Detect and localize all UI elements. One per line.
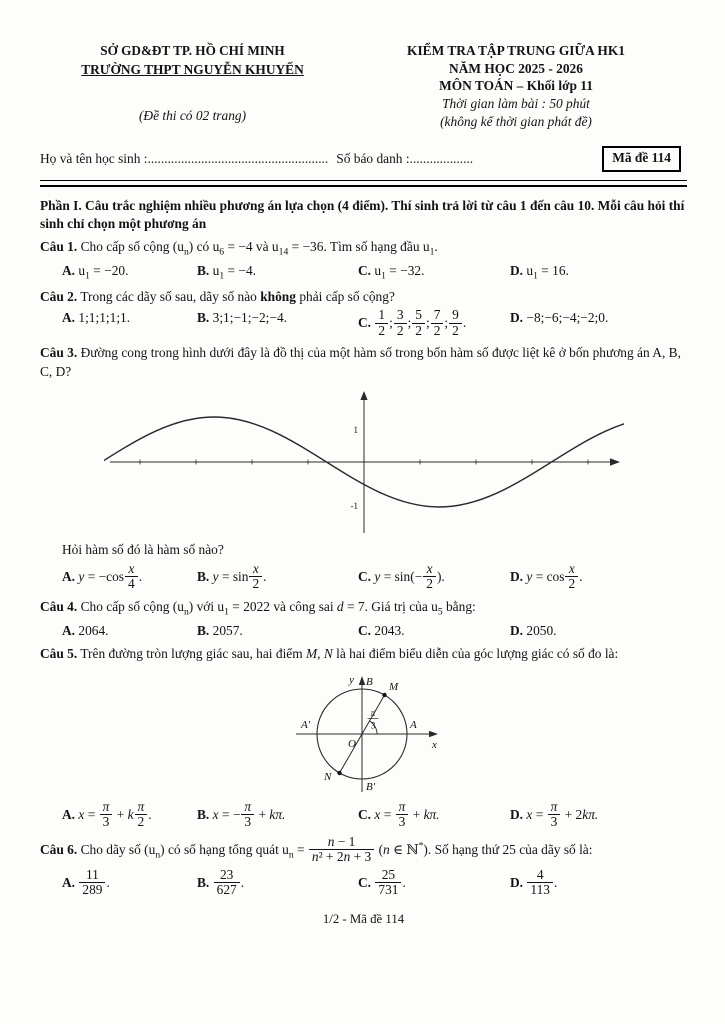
fraction: $\frac{4}{113}$: [527, 868, 553, 898]
text-run: = cos: [532, 568, 565, 584]
question-3-options: [40, 560, 687, 593]
subscript: n: [183, 246, 189, 258]
fraction: $\frac{x}{4}$: [125, 562, 138, 592]
option-letter: D.: [510, 874, 524, 890]
point-m-dot: [382, 693, 386, 697]
student-name-label: Họ và tên học sinh :......................................................: [40, 150, 329, 166]
divider-thin: [40, 180, 687, 181]
text-run: Cho cấp số cộng (u: [80, 598, 184, 614]
subscript: 1: [219, 270, 225, 282]
var-y: y: [212, 568, 219, 584]
text-run: π.: [275, 806, 286, 822]
text-run: = −4 và u: [224, 238, 279, 254]
text-run: ;: [444, 315, 449, 331]
question-3: [40, 344, 687, 381]
fraction: $\frac{1}{2}$: [375, 308, 388, 338]
option-c: [358, 866, 510, 899]
department-name: SỞ GD&ĐT TP. HỒ CHÍ MINH: [100, 43, 285, 58]
option-a: [62, 560, 197, 593]
var-x: x: [526, 806, 533, 822]
text-run: Cho dãy số (u: [80, 841, 156, 857]
subscript: 1: [533, 270, 538, 282]
option-d: [510, 798, 687, 831]
subscript: 1: [381, 270, 386, 282]
text-run: là hai điểm biểu diễn của góc lượng giác có số đo là:: [336, 646, 619, 662]
text-run: .: [553, 874, 558, 890]
option-c: [358, 262, 510, 283]
superscript: *: [418, 840, 424, 852]
var-y: y: [526, 568, 533, 584]
text-run: 2043.: [374, 622, 405, 638]
option-b: [197, 262, 358, 283]
text-run: u: [374, 262, 382, 278]
fraction: $\frac{7}{2}$: [431, 308, 444, 338]
label-a: A: [409, 718, 417, 731]
exam-header: [40, 42, 687, 130]
option-letter: B.: [197, 874, 210, 890]
fraction: $\frac{x}{2}$: [249, 562, 262, 592]
text-run: .: [263, 568, 267, 584]
fraction: $\frac{\pi}{3}$: [100, 800, 113, 830]
option-letter: B.: [197, 806, 210, 822]
label-b-prime: B′: [365, 780, 375, 793]
text-run: (: [375, 841, 384, 857]
fraction: $\frac{11}{289}$: [79, 868, 105, 898]
pages-note: (Đề thi có 02 trang): [138, 107, 247, 123]
option-c: [358, 309, 510, 339]
fraction: $\frac{x}{2}$: [423, 562, 436, 592]
text-run: .: [148, 806, 152, 822]
duration: Thời gian làm bài : 50 phút: [442, 96, 590, 112]
option-a: [62, 622, 197, 641]
option-b: [197, 309, 358, 328]
subscript: 14: [278, 246, 289, 258]
text-run: = −: [218, 806, 241, 822]
q3-graph-figure: [104, 387, 624, 537]
fraction: $\frac{\pi}{3}$: [396, 800, 409, 830]
subscript: 1: [85, 270, 90, 282]
text-run: .: [240, 874, 245, 890]
text-run: +: [113, 806, 128, 822]
option-c: [358, 560, 510, 593]
y-min-label: -1: [350, 501, 358, 512]
y-axis-arrow: [360, 391, 367, 400]
option-c: [358, 622, 510, 641]
option-letter: C.: [358, 568, 372, 584]
text-run: +: [409, 806, 424, 822]
option-letter: C.: [358, 262, 372, 278]
fraction: $\frac{n - 1}{\text{n² + 2n + 3}}$: [309, 835, 374, 865]
text-run: Trong các dãy số sau, dãy số nào: [80, 288, 257, 304]
school-year: NĂM HỌC 2025 - 2026: [449, 60, 583, 76]
option-a: [62, 262, 197, 283]
var-x: x: [374, 806, 381, 822]
text-run: π.: [588, 806, 599, 822]
x-axis-arrow: [610, 459, 620, 467]
fraction: $\frac{\pi}{3}$: [241, 800, 254, 830]
text-run: = 16.: [537, 262, 569, 278]
text-run: +: [255, 806, 270, 822]
text-run: =: [532, 806, 547, 822]
text-run: = −36. Tìm số hạng đầu u: [288, 238, 430, 254]
label-m: M: [388, 680, 398, 693]
option-letter: A.: [62, 310, 76, 326]
var-d: d: [336, 598, 344, 614]
question-6: [40, 833, 687, 866]
question-4-number: Câu 4.: [40, 598, 78, 614]
option-a: [62, 309, 197, 328]
option-b: [197, 560, 358, 593]
question-4-options: [40, 622, 687, 641]
option-letter: C.: [358, 622, 372, 638]
option-letter: B.: [197, 262, 210, 278]
subscript: 5: [437, 606, 443, 618]
text-run: .: [579, 568, 583, 584]
question-6-options: [40, 866, 687, 899]
label-b: B: [365, 675, 373, 688]
question-3-number: Câu 3.: [40, 345, 78, 361]
fraction: $\frac{23}{627}$: [214, 868, 240, 898]
text-run: = 7. Giá trị của u: [343, 598, 438, 614]
q5-circle-figure: [274, 670, 454, 798]
question-2-options: [40, 309, 687, 339]
text-run: u: [212, 262, 220, 278]
option-letter: C.: [358, 874, 372, 890]
text-run: u: [78, 262, 86, 278]
option-letter: B.: [197, 622, 210, 638]
subscript: n: [183, 606, 189, 618]
duration-note: (không kể thời gian phát đề): [440, 113, 592, 129]
text-run: ) có số hạng tổng quát u: [160, 841, 289, 857]
question-6-number: Câu 6.: [40, 841, 78, 857]
text-run: = −32.: [385, 262, 425, 278]
text-run: .: [402, 874, 406, 890]
var-k: k: [127, 806, 134, 822]
subject-grade: MÔN TOÁN – Khối lớp 11: [439, 78, 593, 94]
subscript: 1: [429, 246, 435, 258]
var-y: y: [78, 568, 85, 584]
text-run: = sin: [218, 568, 249, 584]
points-mn: M, N: [306, 646, 333, 662]
option-letter: A.: [62, 262, 76, 278]
option-b: [197, 798, 358, 831]
question-1: [40, 238, 687, 259]
var-k: k: [582, 806, 589, 822]
option-d: [510, 262, 687, 283]
option-letter: B.: [197, 310, 210, 326]
fraction: $\frac{25}{731}$: [375, 868, 401, 898]
option-letter: B.: [197, 568, 210, 584]
text-run: = −cos: [84, 568, 124, 584]
var-k: k: [269, 806, 276, 822]
option-letter: D.: [510, 262, 524, 278]
header-left: [40, 42, 345, 130]
text-run: .: [434, 238, 438, 254]
question-1-number: Câu 1.: [40, 238, 78, 254]
subscript: n: [288, 849, 294, 861]
option-letter: A.: [62, 568, 76, 584]
subscript: 1: [224, 606, 229, 618]
text-run: ;: [389, 315, 393, 331]
question-3-prompt: [40, 541, 687, 560]
text-run: ;: [407, 315, 412, 331]
text-run: bằng:: [442, 598, 476, 614]
question-2-number: Câu 2.: [40, 288, 78, 304]
question-1-options: [40, 262, 687, 283]
text-run: .: [441, 568, 445, 584]
option-letter: A.: [62, 874, 76, 890]
label-x: x: [431, 738, 437, 751]
fraction: $\frac{\pi}{3}$: [548, 800, 561, 830]
part1-heading: Phần I. Câu trắc nghiệm nhiều phương án lựa chọn (4 điểm). Thí sinh trả lời từ câu 1 đến câu 10. Mỗi câu hỏi thí sinh chỉ chọn một phương án: [40, 197, 685, 232]
question-4: [40, 598, 687, 619]
angle-numerator: π: [370, 708, 375, 719]
text-run: ∈ ℕ: [389, 841, 419, 857]
text-run: .: [106, 874, 110, 890]
option-letter: A.: [62, 806, 76, 822]
fraction: $\frac{5}{2}$: [412, 308, 425, 338]
text-run: =: [293, 841, 308, 857]
text-run: (−: [410, 568, 423, 584]
text-run: .: [138, 568, 143, 584]
label-a-prime: A′: [300, 718, 310, 731]
text-run: + 2: [561, 806, 583, 822]
text-run: 2050.: [526, 622, 557, 638]
exam-title: KIỂM TRA TẬP TRUNG GIỮA HK1: [407, 43, 625, 58]
option-letter: D.: [510, 806, 524, 822]
student-info-row: [40, 146, 687, 172]
option-letter: D.: [510, 310, 524, 326]
text-run: π.: [429, 806, 440, 822]
header-right: [345, 42, 687, 130]
text-run: 2057.: [212, 622, 243, 638]
option-d: [510, 866, 687, 899]
fraction: $\frac{9}{2}$: [449, 308, 462, 338]
option-letter: A.: [62, 622, 76, 638]
text-run: ) với u: [188, 598, 225, 614]
subscript: 6: [219, 246, 225, 258]
option-letter: C.: [358, 315, 372, 331]
option-d: [510, 622, 687, 641]
text-run: =: [84, 806, 99, 822]
text-run: ). Số hạng thứ 25 của dãy số là:: [423, 841, 593, 857]
option-letter: D.: [510, 622, 524, 638]
exam-code-box: Mã đề 114: [602, 146, 681, 172]
angle-denominator: 3: [370, 721, 375, 732]
label-y: y: [348, 673, 354, 686]
option-b: [197, 622, 358, 641]
candidate-number-label: Số báo danh :...................: [336, 150, 474, 166]
option-letter: C.: [358, 806, 372, 822]
option-c: [358, 798, 510, 831]
x-axis-arrow: [429, 731, 438, 737]
point-n-dot: [337, 771, 341, 775]
text-run: Đường cong trong hình dưới đây là đồ thị của một hàm số trong bốn hàm số được liệt kê ở bốn phương án A, B, C, D?: [40, 345, 681, 379]
text-run: u: [526, 262, 534, 278]
option-a: [62, 866, 197, 899]
text-run: phải cấp số cộng?: [299, 288, 395, 304]
text-run: Trên đường tròn lượng giác sau, hai điểm: [80, 646, 303, 662]
text-run: = sin: [380, 568, 411, 584]
question-2: [40, 288, 687, 307]
text-run: Cho cấp số cộng (u: [80, 238, 184, 254]
text-run: Hỏi hàm số đó là hàm số nào?: [62, 542, 224, 558]
text-run: 3;1;−1;−2;−4.: [212, 310, 288, 326]
var-y: y: [374, 568, 381, 584]
option-b: [197, 866, 358, 899]
text-run: .: [462, 315, 467, 331]
y-axis-arrow: [358, 676, 364, 685]
text-run: 2064.: [78, 622, 109, 638]
fraction: $\frac{3}{2}$: [394, 308, 407, 338]
page-footer: 1/2 - Mã đề 114: [322, 911, 405, 926]
label-o: O: [347, 737, 356, 750]
var-x: x: [212, 806, 219, 822]
text-run: ) có u: [188, 238, 220, 254]
option-letter: D.: [510, 568, 524, 584]
y-max-label: 1: [353, 425, 358, 436]
keyword-bold: không: [260, 288, 296, 304]
question-5-number: Câu 5.: [40, 646, 78, 662]
option-d: [510, 560, 687, 593]
school-name: TRƯỜNG THPT NGUYỄN KHUYẾN: [81, 62, 304, 78]
option-a: [62, 798, 197, 831]
question-5-options: [40, 798, 687, 831]
option-d: [510, 309, 687, 328]
text-run: ;: [425, 315, 430, 331]
divider-thick: [40, 185, 687, 187]
text-run: =: [380, 806, 395, 822]
fraction: $\frac{x}{2}$: [565, 562, 578, 592]
text-run: = −20.: [89, 262, 129, 278]
question-5: [40, 645, 687, 664]
fraction: $\frac{\pi}{2}$: [135, 800, 148, 830]
text-run: −8;−6;−4;−2;0.: [526, 310, 609, 326]
var-n: n: [383, 841, 390, 857]
text-run: = −4.: [224, 262, 256, 278]
text-run: 1;1;1;1;1.: [78, 310, 131, 326]
text-run: = 2022 và công sai: [228, 598, 337, 614]
text-run: ): [436, 568, 442, 584]
var-x: x: [78, 806, 85, 822]
label-n: N: [323, 770, 331, 783]
var-k: k: [423, 806, 430, 822]
subscript: n: [155, 849, 161, 861]
